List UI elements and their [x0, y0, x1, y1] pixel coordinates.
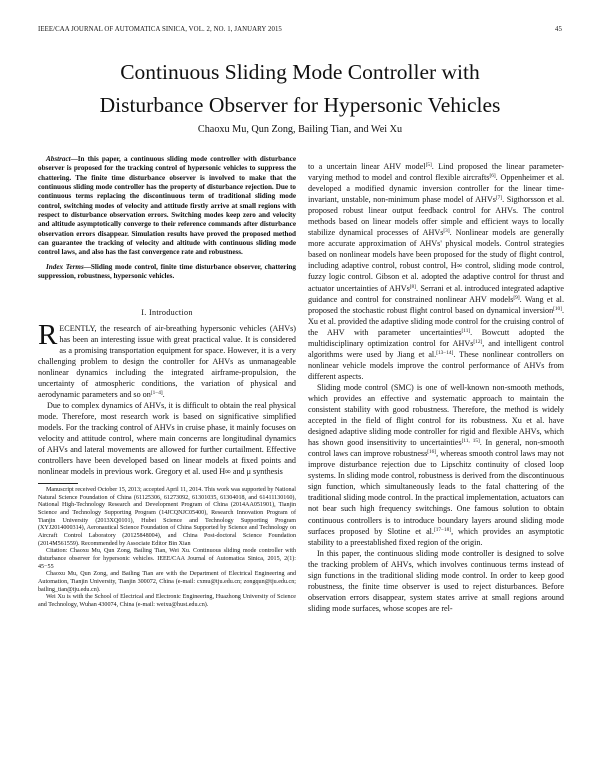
- intro-paragraph-2: Due to complex dynamics of AHVs, it is difficult to obtain the real physical mode. Therefore, most research work is based on significative simplified models. For the tracking control of AHVs in cruise phase, it mainly focuses on velocity and attitude control, where main concerns are longitudinal dynamics of AHVs and lateral movements are allowed for further curtailment. Effective controllers have been developed based on linear models at fixed points and nonlinear models in previous work. Gregory et al. used H∞ and μ synthesis: [38, 400, 296, 477]
- drop-cap: R: [38, 318, 58, 351]
- page-number: 45: [555, 26, 562, 33]
- abstract-text: —In this paper, a continuous sliding mode controller with disturbance observer is proposed for the tracking control of hypersonic vehicles to suppress the chattering. The finite time disturbance observer is involved to make that the continuous sliding mode controller has the property of disturbance rejection. Due to continuous terms replacing the discontinuous term of traditional sliding mode control, switching modes of velocity and attitude firstly arrive at small regions with respect to disturbance observation errors. Switching modes keep zero and velocity and altitude asymptotically converge to their reference commands after disturbance observation errors disappear. Simulation results have proved the proposed method can guarantee the tracking of velocity and altitude with continuous sliding mode control laws, and also has the fast convergence rate and robustness.: [38, 155, 296, 257]
- abstract-label: Abstract: [46, 155, 71, 163]
- index-terms-text: —Sliding mode control, finite time disturbance observer, chattering suppression, robustness, hypersonic vehicles.: [38, 262, 296, 281]
- title-line-1: Continuous Sliding Mode Controller with: [120, 60, 480, 84]
- footnote-citation: Citation: Chaoxu Mu, Qun Zong, Bailing Tian, Wei Xu. Continuous sliding mode controller with disturbance observer for hypersonic vehicles. IEEE/CAA Journal of Automatica Sinica, 2015, 2(1): 45−55: [38, 548, 296, 570]
- footnote-affiliation-2: Wei Xu is with the School of Electrical and Electronic Engineering, Huazhong University of Science and Technology, Wuhan 430074, China (e-mail: weixu@hust.edu.cn).: [38, 594, 296, 609]
- abstract: [38, 155, 296, 258]
- paper-title: [30, 56, 570, 122]
- footnotes: [38, 487, 296, 610]
- footnote-divider: [38, 483, 78, 484]
- left-column: [38, 155, 296, 610]
- section-heading-introduction: I. Introduction: [141, 308, 193, 318]
- body-paragraph-1: to a uncertain linear AHV model[5]. Lind proposed the linear parameter-varying method to model and control flexible aircrafts[6]. Oppenheimer et al. developed a modified dynamic inversion controller for the linear time-invariant, unstable, non-minimum phase model of AHVs[7]. Sigthorsson et al. proposed robust linear output feedback control for AHVs. The control methods based on linear models offer simple and efficient ways to locally stabilize dynamical processes of AHVs[3]. Nonlinear models are generally more accurate approximation of AHVs' physical models. Control strategies based on nonlinear models have been proposed for the study of flight control, including adaptive control, robust control, H∞ control, sliding mode control, fuzzy logic control. Gibson et al. adopted the adaptive control for thrust and actuator uncertainties of AHVs[8]. Serrani et al. introduced integrated adaptive guidance and control for constrained nonlinear AHV models[9]. Wang et al. proposed the stochastic robust flight control based on dynamical inversion[10]. Xu et al. provided the adaptive sliding mode control for the cruising control of the AHV with parameter uncertainties[11]. Bowcutt adopted the multidisciplinary optimization control for AHVs[12], and intelligent control algorithms were used by Jiang et al.[13−14]. These nonlinear controllers on nonlinear vehicle models improve the control performance of AHVs from different aspects.: [308, 162, 565, 381]
- body-paragraph-3: In this paper, the continuous sliding mode controller is designed to solve the tracking problem of AHVs, which involves continuous terms instead of sign functions in the traditional sliding mode control. In order to keep good robustness, the finite time observer is used to reject disturbances. Before observation errors disappear, system states arrive at small regions around sliding mode surfaces, whose scopes are rel-: [308, 548, 564, 613]
- right-column: [308, 161, 564, 614]
- intro-paragraph-1: RECENTLY, the research of air-breathing hypersonic vehicles (AHVs) has been an interesting issue with great practical value. It is considered as a promising transportation equipment for space. However, it is a very challenging problem to design the controller for AHVs as unmanageable nonlinear dynamics including the integrated airframe-propulsion, the uncertainty of atmospheric conditions, the variation of physical and aerodynamic parameters and so on[1−4].: [38, 318, 296, 399]
- journal-name: IEEE/CAA JOURNAL OF AUTOMATICA SINICA, VOL. 2, NO. 1, JANUARY 2015: [38, 26, 282, 33]
- footnote-affiliation-1: Chaoxu Mu, Qun Zong, and Bailing Tian are with the Department of Electrical Engineering and Automation, Tianjin University, Tianjin 300072, China (e-mail: cxmu@tju.edu.cn; zongqun@tju.edu.cn; bailing_tian@tju.edu.cn).: [38, 571, 296, 593]
- citation: [1−4]: [150, 389, 163, 396]
- index-terms: [38, 263, 296, 282]
- footnote-manuscript: Manuscript received October 15, 2013; accepted April 11, 2014. This work was supported by National Natural Science Foundation of China (61125306, 61273092, 61301035, 61304018, and 61411130160), National High-Technology Research and Development Program of China (2014AA051901), Tianjin Science and Technology Supporting Program (14JCQNJC05400), Research Innovation Program of Tianjin University (2013XQ0101), Hubei Science and Technology Supporting Program (XYJ2014000314), Aeronautical Science Foundation of China Supported by Science and Technology on Aircraft Control Laboratory (20125848004), and China Post-doctoral Science Foundation (2014M561559). Recommended by Associate Editor Bin Xian: [38, 487, 296, 547]
- title-line-2: Disturbance Observer for Hypersonic Vehicles: [99, 93, 501, 117]
- body-paragraph-2: Sliding mode control (SMC) is one of well-known non-smooth methods, which provides an effective and systematic approach to maintain the consistent stability with good robustness. Therefore, the method is widely accepted in the field of flight control for its robustness. Xu et al. have designed adaptive sliding mode controller for rigid and flexible AHVs, which has shown good insensitivity to uncertainties[11, 15]. In general, non-smooth control laws can improve robustness[16], whereas smooth control laws may not improve disturbance rejection due to Lipschitz continuity of closed loop systems. In sliding mode control, robustness is derived from the discontinuous sign function, which simultaneously leads to the fatal chattering of the traditional sliding mode control. In the practical implementation, actuators can not bear such high frequency switchings. One famous solution to obtain continuous controllers is to introduce boundary layers around sliding mode surfaces proposed by Slotine et al.[17−18], which provides an asymptotic stability to a preestablished fixed region of the origin.: [308, 382, 565, 547]
- index-terms-label: Index Terms: [46, 262, 84, 271]
- running-header: [38, 26, 562, 38]
- author-list: Chaoxu Mu, Qun Zong, Bailing Tian, and Wei Xu: [197, 124, 403, 135]
